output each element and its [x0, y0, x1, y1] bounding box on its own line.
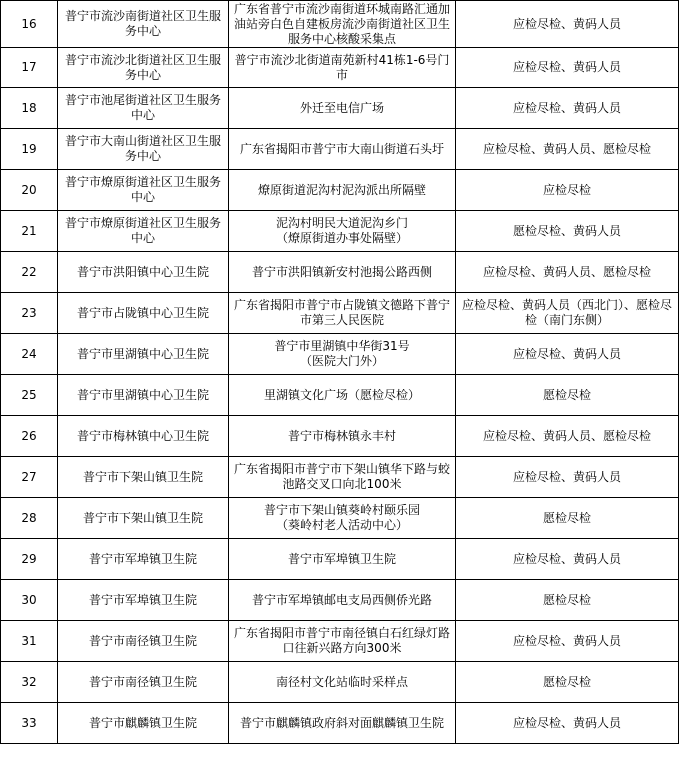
table-row	[1, 662, 679, 703]
table-row	[1, 211, 679, 252]
table-row	[1, 416, 679, 457]
table-row	[1, 457, 679, 498]
sampling-address-cell: 普宁市军埠镇卫生院	[229, 539, 456, 580]
sampling-address-cell: 普宁市流沙北街道南苑新村41栋1-6号门市	[229, 48, 456, 88]
testing-type-cell: 愿检尽检	[456, 580, 679, 621]
sampling-address-cell: 泥沟村明民大道泥沟乡门 （燎原街道办事处隔壁）	[229, 211, 456, 252]
testing-type-cell: 应检尽检、黄码人员	[456, 539, 679, 580]
row-number-cell: 32	[1, 662, 58, 703]
row-number-cell: 16	[1, 1, 58, 48]
testing-type-cell: 应检尽检、黄码人员、愿检尽检	[456, 129, 679, 170]
sampling-sites-body	[1, 1, 679, 744]
sampling-address-cell: 普宁市下架山镇葵岭村颐乐园 （葵岭村老人活动中心）	[229, 498, 456, 539]
institution-cell: 普宁市流沙南街道社区卫生服务中心	[58, 1, 229, 48]
sampling-address-cell: 普宁市梅林镇永丰村	[229, 416, 456, 457]
testing-type-cell: 愿检尽检	[456, 662, 679, 703]
testing-type-cell: 应检尽检、黄码人员（西北门）、愿检尽检（南门东侧）	[456, 293, 679, 334]
institution-cell: 普宁市燎原街道社区卫生服务中心	[58, 211, 229, 252]
row-number-cell: 19	[1, 129, 58, 170]
table-row	[1, 129, 679, 170]
testing-type-cell: 应检尽检、黄码人员	[456, 457, 679, 498]
row-number-cell: 33	[1, 703, 58, 744]
table-row	[1, 88, 679, 129]
testing-type-cell: 应检尽检、黄码人员	[456, 334, 679, 375]
testing-type-cell: 应检尽检、黄码人员	[456, 621, 679, 662]
institution-cell: 普宁市里湖镇中心卫生院	[58, 334, 229, 375]
sampling-address-cell: 普宁市洪阳镇新安村池揭公路西侧	[229, 252, 456, 293]
testing-type-cell: 应检尽检、黄码人员、愿检尽检	[456, 416, 679, 457]
row-number-cell: 27	[1, 457, 58, 498]
testing-type-cell: 应检尽检、黄码人员、愿检尽检	[456, 252, 679, 293]
row-number-cell: 21	[1, 211, 58, 252]
table-row	[1, 48, 679, 88]
row-number-cell: 30	[1, 580, 58, 621]
sampling-address-cell: 普宁市麒麟镇政府斜对面麒麟镇卫生院	[229, 703, 456, 744]
sampling-address-cell: 广东省揭阳市普宁市下架山镇华下路与蛟池路交叉口向北100米	[229, 457, 456, 498]
table-row	[1, 498, 679, 539]
table-row	[1, 621, 679, 662]
testing-type-cell: 应检尽检	[456, 170, 679, 211]
row-number-cell: 23	[1, 293, 58, 334]
table-row	[1, 1, 679, 48]
testing-type-cell: 愿检尽检	[456, 498, 679, 539]
testing-type-cell: 愿检尽检	[456, 375, 679, 416]
table-row	[1, 170, 679, 211]
row-number-cell: 18	[1, 88, 58, 129]
institution-cell: 普宁市燎原街道社区卫生服务中心	[58, 170, 229, 211]
sampling-address-cell: 里湖镇文化广场（愿检尽检）	[229, 375, 456, 416]
sampling-address-cell: 南径村文化站临时采样点	[229, 662, 456, 703]
testing-type-cell: 愿检尽检、黄码人员	[456, 211, 679, 252]
sampling-address-cell: 普宁市军埠镇邮电支局西侧侨光路	[229, 580, 456, 621]
row-number-cell: 20	[1, 170, 58, 211]
sampling-address-cell: 广东省揭阳市普宁市大南山街道石头圩	[229, 129, 456, 170]
row-number-cell: 25	[1, 375, 58, 416]
sampling-address-cell: 广东省揭阳市普宁市南径镇白石红绿灯路口往新兴路方向300米	[229, 621, 456, 662]
table-row	[1, 252, 679, 293]
institution-cell: 普宁市麒麟镇卫生院	[58, 703, 229, 744]
institution-cell: 普宁市下架山镇卫生院	[58, 498, 229, 539]
row-number-cell: 28	[1, 498, 58, 539]
table-row	[1, 293, 679, 334]
institution-cell: 普宁市南径镇卫生院	[58, 621, 229, 662]
institution-cell: 普宁市南径镇卫生院	[58, 662, 229, 703]
testing-type-cell: 应检尽检、黄码人员	[456, 88, 679, 129]
institution-cell: 普宁市军埠镇卫生院	[58, 539, 229, 580]
testing-type-cell: 应检尽检、黄码人员	[456, 48, 679, 88]
institution-cell: 普宁市大南山街道社区卫生服务中心	[58, 129, 229, 170]
row-number-cell: 17	[1, 48, 58, 88]
institution-cell: 普宁市梅林镇中心卫生院	[58, 416, 229, 457]
table-row	[1, 375, 679, 416]
testing-type-cell: 应检尽检、黄码人员	[456, 703, 679, 744]
institution-cell: 普宁市占陇镇中心卫生院	[58, 293, 229, 334]
sampling-address-cell: 燎原街道泥沟村泥沟派出所隔壁	[229, 170, 456, 211]
institution-cell: 普宁市洪阳镇中心卫生院	[58, 252, 229, 293]
institution-cell: 普宁市流沙北街道社区卫生服务中心	[58, 48, 229, 88]
row-number-cell: 22	[1, 252, 58, 293]
sampling-address-cell: 广东省普宁市流沙南街道环城南路汇通加油站旁白色自建板房流沙南街道社区卫生服务中心核酸采集点	[229, 1, 456, 48]
sampling-address-cell: 广东省揭阳市普宁市占陇镇文德路下普宁市第三人民医院	[229, 293, 456, 334]
institution-cell: 普宁市军埠镇卫生院	[58, 580, 229, 621]
sampling-address-cell: 普宁市里湖镇中华街31号 （医院大门外）	[229, 334, 456, 375]
sampling-address-cell: 外迁至电信广场	[229, 88, 456, 129]
table-row	[1, 580, 679, 621]
table-row	[1, 334, 679, 375]
testing-type-cell: 应检尽检、黄码人员	[456, 1, 679, 48]
institution-cell: 普宁市池尾街道社区卫生服务中心	[58, 88, 229, 129]
row-number-cell: 24	[1, 334, 58, 375]
institution-cell: 普宁市里湖镇中心卫生院	[58, 375, 229, 416]
table-row	[1, 703, 679, 744]
row-number-cell: 29	[1, 539, 58, 580]
table-row	[1, 539, 679, 580]
row-number-cell: 26	[1, 416, 58, 457]
row-number-cell: 31	[1, 621, 58, 662]
institution-cell: 普宁市下架山镇卫生院	[58, 457, 229, 498]
